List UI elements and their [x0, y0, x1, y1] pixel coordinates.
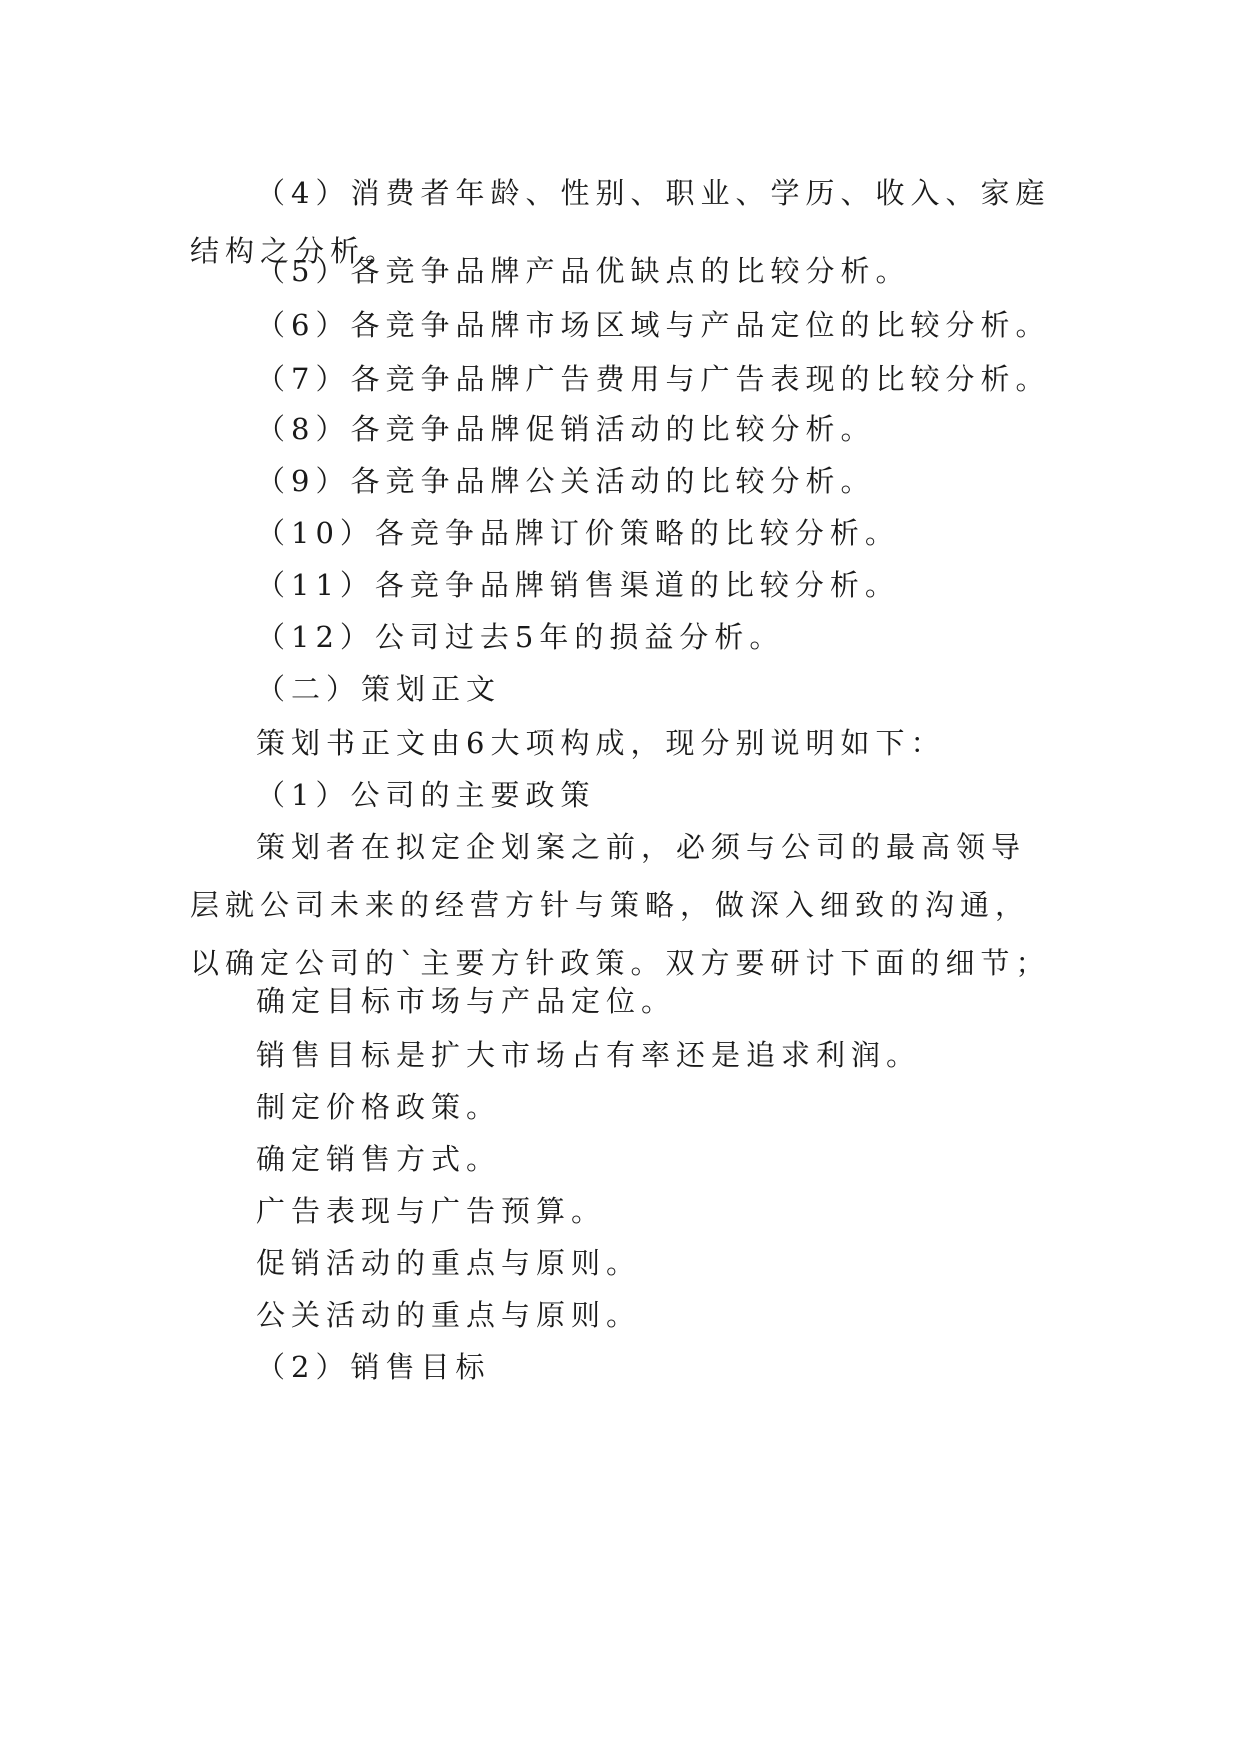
paragraph-consumer-analysis: （4）消费者年龄、性别、职业、学历、收入、家庭结构之分析。	[190, 176, 1051, 268]
list-item-price-policy: 制定价格政策。	[256, 1090, 502, 1124]
subheading-sales-target: （2）销售目标	[256, 1350, 491, 1384]
paragraph-policy-discussion: 策划者在拟定企划案之前，必须与公司的最高领导层就公司未来的经营方针与策略，做深入细致的沟通，以确定公司的`主要方针政策。双方要研讨下面的细节；	[190, 830, 1051, 980]
list-item-promotion: 促销活动的重点与原则。	[256, 1246, 642, 1280]
paragraph-promotion-comparison: （8）各竞争品牌促销活动的比较分析。	[256, 412, 876, 446]
paragraph-profit-loss: （12）公司过去5年的损益分析。	[256, 620, 785, 654]
list-item-public-relations: 公关活动的重点与原则。	[256, 1298, 642, 1332]
list-item-sales-method: 确定销售方式。	[256, 1142, 502, 1176]
section-heading-plan-body: （二）策划正文	[256, 672, 502, 706]
paragraph-advertising-comparison: （7）各竞争品牌广告费用与广告表现的比较分析。	[256, 362, 1051, 396]
list-item-target-market: 确定目标市场与产品定位。	[256, 984, 677, 1018]
list-item-advertising: 广告表现与广告预算。	[256, 1194, 607, 1228]
paragraph-product-comparison: （5）各竞争品牌产品优缺点的比较分析。	[256, 254, 911, 288]
paragraph-plan-structure: 策划书正文由6大项构成，现分别说明如下：	[256, 726, 946, 760]
paragraph-market-comparison: （6）各竞争品牌市场区域与产品定位的比较分析。	[256, 308, 1051, 342]
list-item-sales-goal: 销售目标是扩大市场占有率还是追求利润。	[256, 1038, 922, 1072]
paragraph-pricing-comparison: （10）各竞争品牌订价策略的比较分析。	[256, 516, 900, 550]
paragraph-channel-comparison: （11）各竞争品牌销售渠道的比较分析。	[256, 568, 900, 602]
subheading-main-policy: （1）公司的主要政策	[256, 778, 596, 812]
paragraph-pr-comparison: （9）各竞争品牌公关活动的比较分析。	[256, 464, 876, 498]
